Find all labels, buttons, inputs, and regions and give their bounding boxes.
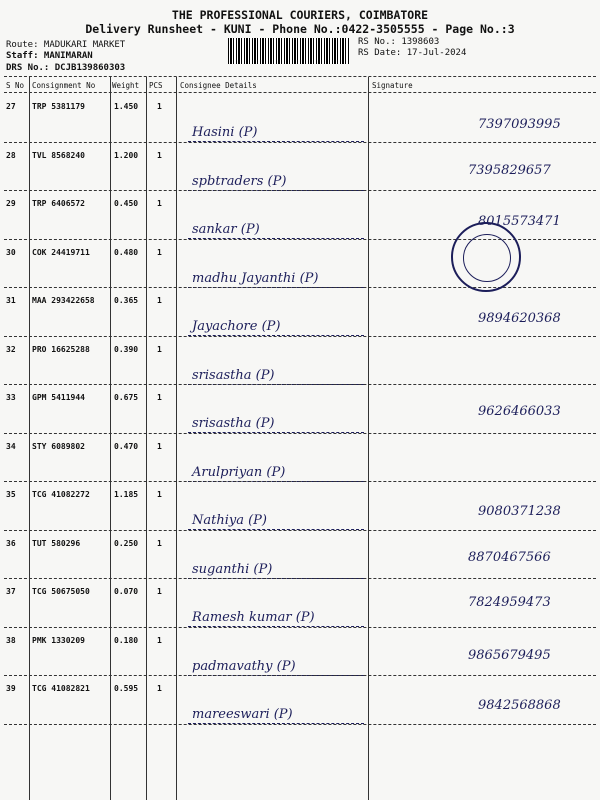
row-signature-phone: 8870467566 — [468, 549, 551, 565]
row-weight: 0.250 — [114, 538, 139, 548]
row-weight: 1.200 — [114, 150, 139, 160]
row-consignee: mareeswari (P) — [192, 707, 293, 722]
row-sno: 37 — [6, 587, 16, 596]
row-sno: 33 — [6, 393, 16, 402]
row-weight: 0.595 — [114, 684, 139, 693]
row-sno: 28 — [6, 150, 16, 160]
row-consignee: madhu Jayanthi (P) — [192, 270, 319, 286]
row-consignee: Ramesh kumar (P) — [192, 610, 315, 625]
row-weight: 0.480 — [114, 247, 139, 257]
row-separator — [4, 530, 596, 531]
row-pcs: 1 — [157, 102, 162, 111]
row-consignment-no: TCG 41082821 — [32, 684, 90, 693]
row-signature-phone: 8015573471 — [478, 214, 561, 229]
row-separator — [4, 675, 596, 676]
row-separator — [4, 627, 596, 628]
row-weight: 0.470 — [114, 441, 139, 451]
row-sno: 35 — [6, 490, 16, 499]
drs-number: DRS No.: DCJB139860303 — [6, 63, 126, 73]
row-separator — [4, 433, 596, 434]
row-signature-phone: 9626466033 — [478, 403, 561, 419]
runsheet-subtitle: Delivery Runsheet - KUNI - Phone No.:0422-3505555 - Page No.:3 — [85, 22, 515, 36]
row-pcs: 1 — [157, 393, 162, 402]
row-signature-phone: 9865679495 — [468, 648, 551, 663]
row-sno: 32 — [6, 344, 16, 354]
col-divider — [29, 77, 30, 800]
row-consignee: sankar (P) — [192, 222, 260, 237]
row-weight: 1.450 — [114, 102, 139, 111]
runsheet-title: THE PROFESSIONAL COURIERS, COIMBATORE — [171, 8, 429, 22]
row-sno: 27 — [6, 102, 16, 111]
row-signature-phone: 9842568868 — [478, 697, 561, 713]
row-consignment-no: PRO 16625288 — [32, 344, 90, 354]
row-weight: 0.070 — [114, 587, 139, 596]
row-consignee: srisastha (P) — [192, 416, 275, 431]
row-consignment-no: MAA 293422658 — [32, 296, 95, 305]
row-pcs: 1 — [157, 635, 162, 645]
row-pcs: 1 — [157, 490, 162, 499]
header-top-rule — [4, 76, 596, 77]
row-weight: 1.185 — [114, 490, 139, 499]
row-signature-phone: 7397093995 — [478, 117, 561, 132]
row-sno: 38 — [6, 635, 16, 645]
row-sno: 30 — [6, 247, 16, 257]
col-divider — [368, 77, 369, 800]
row-consignee: Arulpriyan (P) — [192, 464, 286, 480]
row-sno: 39 — [6, 684, 16, 693]
row-pcs: 1 — [157, 296, 162, 305]
col-header-consignment: Consignment No — [32, 81, 96, 90]
row-consignee: spbtraders (P) — [192, 173, 287, 189]
company-stamp — [451, 222, 521, 292]
row-pcs: 1 — [157, 247, 162, 257]
col-header-sno: S No — [6, 81, 25, 90]
row-signature-phone: 7824959473 — [468, 595, 551, 610]
row-separator — [4, 724, 596, 725]
row-consignment-no: TCG 50675050 — [32, 587, 90, 596]
row-consignee: suganthi (P) — [192, 561, 273, 577]
col-header-signature: Signature — [372, 81, 413, 90]
col-header-pcs: PCS — [149, 81, 163, 90]
row-consignee: Hasini (P) — [192, 125, 258, 140]
col-divider — [110, 77, 111, 800]
row-consignment-no: STY 6089802 — [32, 441, 85, 451]
row-sno: 31 — [6, 296, 16, 305]
row-consignment-no: PMK 1330209 — [32, 635, 85, 645]
row-weight: 0.450 — [114, 199, 139, 208]
row-consignee: Jayachore (P) — [192, 319, 281, 334]
row-consignment-no: TCG 41082272 — [32, 490, 90, 499]
row-sno: 34 — [6, 441, 16, 451]
col-divider — [146, 77, 147, 800]
row-pcs: 1 — [157, 344, 162, 354]
row-consignee: padmavathy (P) — [192, 658, 296, 674]
row-pcs: 1 — [157, 684, 162, 693]
row-consignment-no: TRP 5381179 — [32, 102, 85, 111]
row-separator — [4, 190, 596, 191]
row-separator — [4, 481, 596, 482]
row-consignment-no: COK 24419711 — [32, 247, 90, 257]
row-sno: 36 — [6, 538, 16, 548]
rs-number: RS No.: 1398603 — [358, 37, 440, 47]
barcode — [228, 38, 350, 64]
rs-date: RS Date: 17-Jul-2024 — [358, 48, 467, 58]
row-sno: 29 — [6, 199, 16, 208]
col-divider — [176, 77, 177, 800]
row-separator — [4, 287, 596, 288]
row-consignment-no: TUT 580296 — [32, 538, 81, 548]
row-separator — [4, 578, 596, 579]
row-pcs: 1 — [157, 150, 162, 160]
row-signature-phone: 9894620368 — [478, 311, 561, 326]
row-weight: 0.180 — [114, 635, 139, 645]
row-weight: 0.365 — [114, 296, 139, 305]
row-pcs: 1 — [157, 199, 162, 208]
row-consignment-no: TRP 6406572 — [32, 199, 85, 208]
row-consignment-no: GPM 5411944 — [32, 393, 85, 402]
row-signature-phone: 9080371238 — [478, 503, 561, 519]
row-weight: 0.390 — [114, 344, 139, 354]
col-header-consignee: Consignee Details — [180, 81, 257, 90]
row-consignment-no: TVL 8568240 — [32, 150, 85, 160]
row-separator — [4, 336, 596, 337]
col-header-weight: Weight — [112, 81, 140, 90]
row-pcs: 1 — [157, 538, 162, 548]
row-signature-phone: 7395829657 — [468, 163, 551, 178]
row-separator — [4, 142, 596, 143]
row-pcs: 1 — [157, 587, 162, 596]
header-bottom-rule — [4, 92, 596, 93]
route-label: Route: MADUKARI MARKET — [6, 40, 126, 50]
staff-label: Staff: MANIMARAN — [6, 51, 93, 61]
row-weight: 0.675 — [114, 393, 139, 402]
row-separator — [4, 384, 596, 385]
row-pcs: 1 — [157, 441, 162, 451]
row-consignee: srisastha (P) — [192, 367, 275, 383]
row-consignee: Nathiya (P) — [192, 513, 267, 528]
